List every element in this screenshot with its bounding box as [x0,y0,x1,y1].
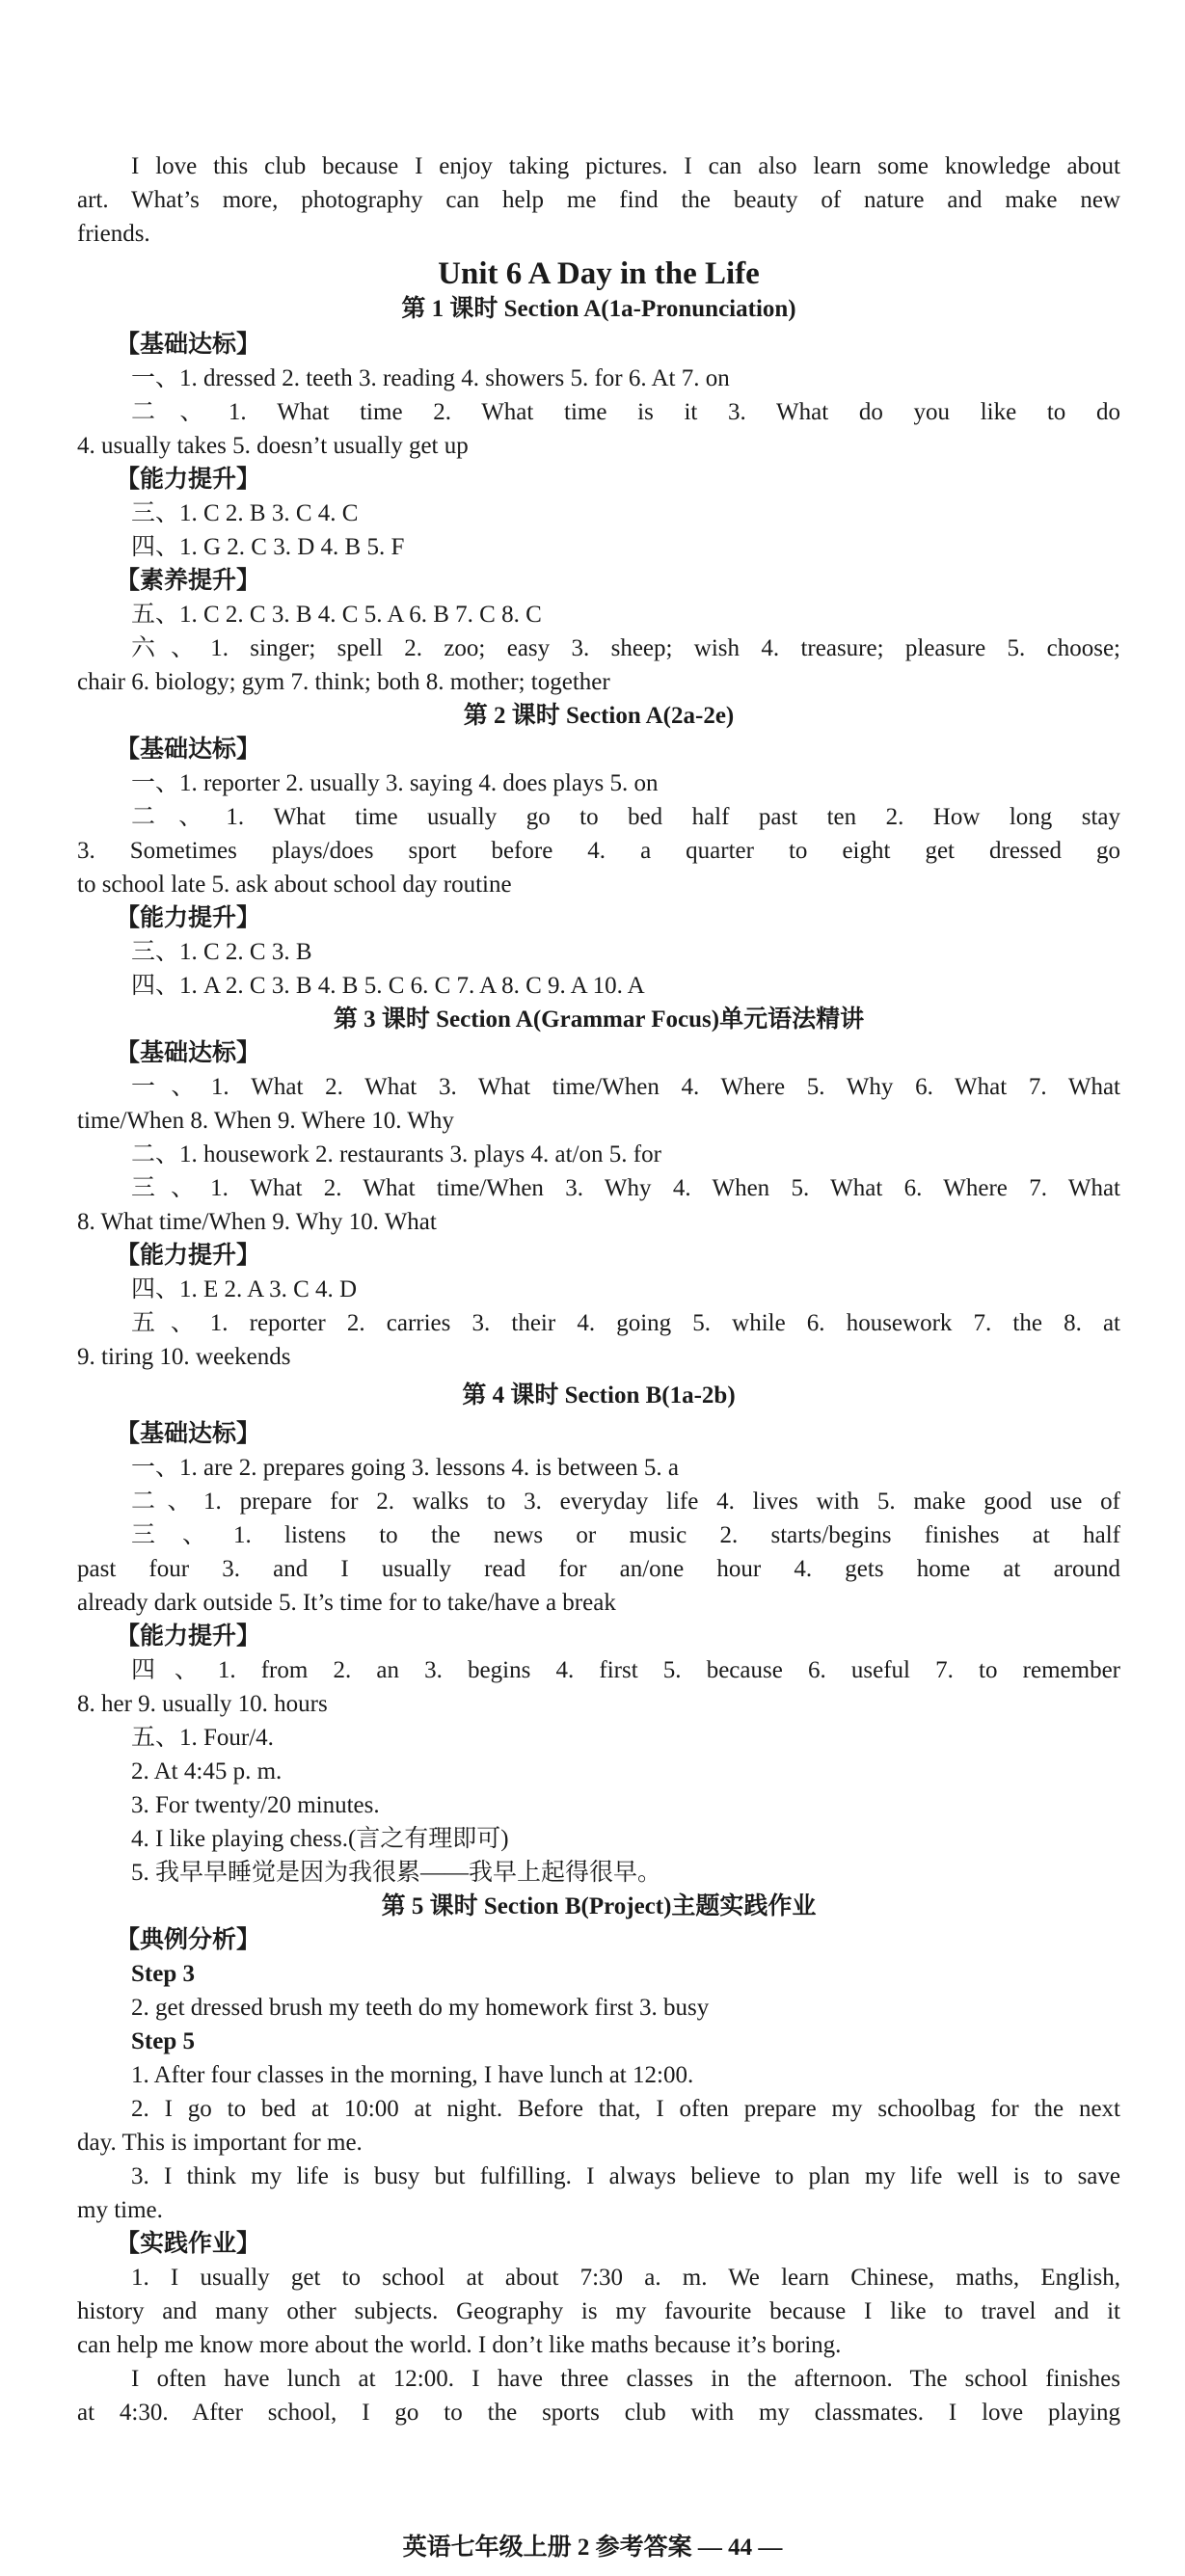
answer-line: 8. her 9. usually 10. hours [77,1691,328,1717]
answer-line: 四、1. E 2. A 3. C 4. D [131,1276,358,1302]
answer-line: 3. For twenty/20 minutes. [131,1792,380,1818]
answer-line: to school late 5. ask about school day routine [77,872,512,898]
answer-line: 2. At 4:45 p. m. [131,1758,283,1784]
step-heading: Step 5 [131,2028,195,2054]
answer-line: 三、1. C 2. B 3. C 4. C [131,500,359,526]
answer-line: 8. What time/When 9. Why 10. What [77,1209,437,1235]
section-heading: 【基础达标】 [116,1040,261,1066]
answer-line: 9. tiring 10. weekends [77,1344,291,1370]
section-heading: 【典例分析】 [116,1927,261,1953]
answer-line: 二、1. prepare for 2. walks to 3. everyday life 4. lives with 5. make good use of [131,1489,1120,1515]
lesson-1-title: 第 1 课时 Section A(1a-Pronunciation) [401,296,796,322]
answer-line: already dark outside 5. It’s time for to take/have a break [77,1590,616,1616]
answer-line: 一、1. are 2. prepares going 3. lessons 4. is between 5. a [131,1455,679,1481]
answer-line: 四、1. A 2. C 3. B 4. B 5. C 6. C 7. A 8. C 9. A 10. A [131,973,645,999]
section-heading: 【基础达标】 [116,1421,261,1447]
lesson-3-title: 第 3 课时 Section A(Grammar Focus)单元语法精讲 [333,1006,865,1033]
answer-line: 二、1. What time 2. What time is it 3. What do you like to do [131,399,1120,425]
answer-line: 1. I usually get to school at about 7:30 a. m. We learn Chinese, maths, English, [131,2265,1120,2291]
answer-line: 4. usually takes 5. doesn’t usually get up [77,433,469,459]
intro-line: art. What’s more, photography can help me find the beauty of nature and make new [77,187,1120,213]
answer-line: 五、1. Four/4. [131,1725,274,1751]
intro-line: friends. [77,221,150,247]
answer-line: my time. [77,2197,163,2223]
answer-line: day. This is important for me. [77,2130,363,2156]
answer-line: 四、1. from 2. an 3. begins 4. first 5. because 6. useful 7. to remember [131,1657,1120,1683]
answer-line: at 4:30. After school, I go to the sports club with my classmates. I love playing [77,2400,1120,2426]
answer-line: 2. I go to bed at 10:00 at night. Before that, I often prepare my schoolbag for the next [131,2096,1120,2122]
answer-line: 三、1. C 2. C 3. B [131,939,312,965]
section-heading: 【能力提升】 [116,905,261,931]
answer-line: 五、1. reporter 2. carries 3. their 4. going 5. while 6. housework 7. the 8. at [131,1310,1120,1336]
answer-line: 三、1. What 2. What time/When 3. Why 4. When 5. What 6. Where 7. What [131,1175,1120,1201]
section-heading: 【实践作业】 [116,2231,261,2257]
page-footer: 英语七年级上册 2 参考答案 — 44 — [402,2535,783,2561]
answer-line: past four 3. and I usually read for an/one hour 4. gets home at around [77,1556,1120,1582]
section-heading: 【能力提升】 [116,467,261,493]
answer-line: 4. I like playing chess.(言之有理即可) [131,1826,509,1852]
answer-line: 三、1. listens to the news or music 2. starts/begins finishes at half [131,1522,1120,1548]
section-heading: 【素养提升】 [116,568,261,594]
answer-line: 1. After four classes in the morning, I have lunch at 12:00. [131,2062,694,2088]
section-heading: 【基础达标】 [116,332,261,358]
answer-line: 3. I think my life is busy but fulfilling. I always believe to plan my life well is to save [131,2163,1120,2189]
section-heading: 【能力提升】 [116,1623,261,1650]
answer-line: 二、1. housework 2. restaurants 3. plays 4. at/on 5. for [131,1141,661,1167]
answer-line: 一、1. dressed 2. teeth 3. reading 4. showers 5. for 6. At 7. on [131,365,730,391]
lesson-5-title: 第 5 课时 Section B(Project)主题实践作业 [381,1893,817,1919]
answer-line: 一、1. reporter 2. usually 3. saying 4. does plays 5. on [131,770,659,796]
intro-line: I love this club because I enjoy taking pictures. I can also learn some knowledge about [131,153,1120,179]
answer-line: I often have lunch at 12:00. I have three classes in the afternoon. The school finishes [131,2366,1120,2392]
answer-line: time/When 8. When 9. Where 10. Why [77,1108,454,1134]
lesson-4-title: 第 4 课时 Section B(1a-2b) [462,1382,736,1409]
section-heading: 【基础达标】 [116,737,261,763]
unit-title: Unit 6 A Day in the Life [438,256,760,291]
answer-line: 5. 我早早睡觉是因为我很累——我早上起得很早。 [131,1860,662,1886]
answer-line: can help me know more about the world. I don’t like maths because it’s boring. [77,2332,842,2358]
step-heading: Step 3 [131,1961,195,1987]
lesson-2-title: 第 2 课时 Section A(2a-2e) [463,703,735,729]
answer-line: 二、1. What time usually go to bed half past ten 2. How long stay [131,804,1120,830]
answer-line: 一、1. What 2. What 3. What time/When 4. Where 5. Why 6. What 7. What [131,1074,1120,1100]
answer-line: chair 6. biology; gym 7. think; both 8. mother; together [77,669,610,695]
answer-line: history and many other subjects. Geography is my favourite because I like to travel and it [77,2298,1120,2324]
answer-line: 2. get dressed brush my teeth do my homework first 3. busy [131,1995,710,2021]
answer-line: 四、1. G 2. C 3. D 4. B 5. F [131,534,405,560]
answer-line: 五、1. C 2. C 3. B 4. C 5. A 6. B 7. C 8. C [131,602,542,628]
answer-line: 六、1. singer; spell 2. zoo; easy 3. sheep; wish 4. treasure; pleasure 5. choose; [131,635,1120,661]
answer-line: 3. Sometimes plays/does sport before 4. a quarter to eight get dressed go [77,838,1120,864]
section-heading: 【能力提升】 [116,1243,261,1269]
